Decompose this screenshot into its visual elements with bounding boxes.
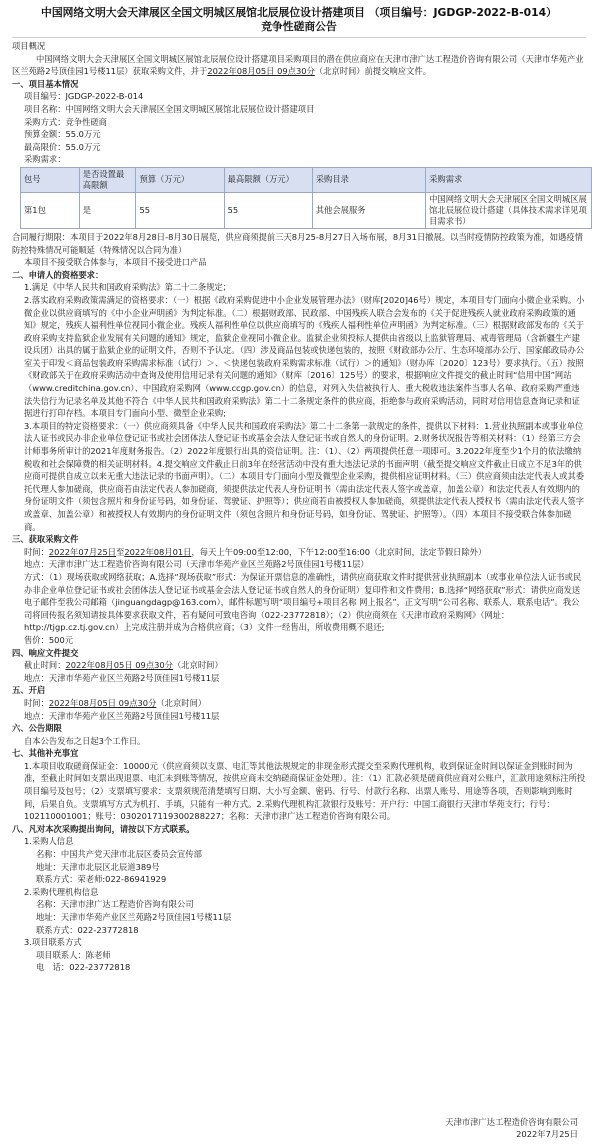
- package-table: [20, 167, 592, 229]
- submission-place: 地点：天津市华苑产业区兰苑路2号顶佳园1号楼11层: [24, 672, 220, 683]
- opening-time-tz: （北京时间）: [156, 697, 207, 708]
- section-3-heading: 三、获取采购文件: [12, 534, 79, 545]
- announcement-title: [12, 6, 586, 34]
- title-divider: [12, 37, 586, 38]
- agency-phone: 联系方式：022-23772818: [36, 924, 139, 935]
- title-line-2: 竞争性磋商公告: [261, 20, 337, 33]
- opening-place: 地点：天津市华苑产业区兰苑路2号顶佳园1号楼11层: [24, 710, 220, 721]
- consortium-note: 本项目不接受联合体参与，本项目不接受进口产品: [24, 257, 207, 268]
- agency-address: 地址：天津市华苑产业区兰苑路2号顶佳园1号楼11层: [36, 912, 232, 922]
- project-number: 项目编号：JGDGP-2022-B-014: [24, 91, 144, 102]
- demand-label: 采购需求：: [24, 154, 66, 165]
- col-header-limit: 最高限额（万元）: [224, 167, 312, 192]
- agency-info-title: 2.采购代理机构信息: [24, 886, 99, 897]
- obtain-to: 至: [116, 546, 125, 557]
- max-price: 最高限价：55.0万元: [24, 141, 101, 152]
- submission-deadline-value: 2022年08月05日 09点30分: [65, 660, 173, 671]
- submission-deadline: [12, 659, 586, 672]
- signature-org: 天津市津广达工程造价咨询有限公司: [445, 1116, 578, 1127]
- section-4-heading: 四、响应文件提交: [12, 647, 79, 658]
- purchaser-phone: 联系方式：荣老师:022-86941929: [36, 874, 167, 885]
- package-table-header: [21, 167, 592, 192]
- section-7-heading: 七、其他补充事宜: [12, 748, 79, 759]
- qualification-2: 2.落实政府采购政策需满足的资格要求：（一）根据《政府采购促进中小企业发展管理办法》（财库[2020]46号）规定，本项目专门面向小微企业采购。小微企业以供应商填写的《中小企业声明函》为判定标准。（二）根据财政部、民政部、中国残疾人联合会发布的《关于促进残疾人就业政府采购政策的通知》规定，残疾人福利性单位视同小微企业。残疾人福利性单位以供应商填写的《残疾人福利性单位声明函》为判定标准。（三）根据财政部发布的《关于政府采购支持监狱企业发展有关问题的通知》规定，监狱企业视同小微企业。监狱企业须投标人提供由省级以上监狱管理局、戒毒管理局（含新疆生产建设兵团）出具的属于监狱企业的证明文件，否则不予认定。（四）涉及商品包装或快递包装的，按照《财政部办公厅、生态环境部办公厅、国家邮政局办公室关于印发＜商品包装政府采购需求标准（试行）＞、＜快递包装政府采购需求标准（试行）＞的通知》（财办库〔2020〕123号）要求执行。（五）按照《财政部关于在政府采购活动中查询及使用信用记录有关问题的通知》（财库〔2016〕125号）的要求，根据响应文件提交的截止时间“信用中国”网站（www.creditchina.gov.cn）、中国政府采购网（www.ccgp.gov.cn）的信息，对列入失信被执行人、重大税收违法案件当事人名单、政府采购严重违法失信行为记录名单及其他不符合《中华人民共和国政府采购法》第二十二条规定条件的供应商，拒绝参与政府采购活动，同时对信用信息查询记录和证据进行打印存档。本项目专门面向小型、微型企业采购;: [24, 294, 585, 419]
- cell-budget: 55: [136, 192, 224, 228]
- table-row: [21, 192, 592, 228]
- purchaser-name: 名称：中国共产党天津市北辰区委员会宣传部: [36, 849, 202, 860]
- section-1-heading: 一、项目基本情况: [12, 78, 79, 89]
- submission-deadline-tz: （北京时间）: [172, 660, 223, 671]
- obtain-place: 地点：天津市津广达工程造价咨询有限公司（天津市华苑产业区兰苑路2号顶佳园1号楼11层）: [24, 559, 369, 570]
- budget-amount: 预算金额：55.0万元: [24, 129, 101, 140]
- section-6-heading: 六、公告期限: [12, 723, 62, 734]
- col-header-package: 包号: [21, 167, 80, 192]
- project-contact-phone: 电 话：022-23772818: [36, 962, 131, 973]
- notice-period: 自本公告发布之日起3个工作日。: [24, 735, 146, 746]
- obtain-time-rest: ，每天上午09:00至12:00，下午12:00至16:00（北京时间，法定节假日除外）: [191, 546, 487, 557]
- signature-date: 2022年7月25日: [516, 1129, 578, 1140]
- col-header-has-limit: 是否设置最高限额: [79, 167, 136, 192]
- project-contact-person: 项目联系人：陈老师: [36, 949, 111, 960]
- col-header-demand: 采购需求: [426, 167, 592, 192]
- section-8-heading: 八、凡对本次采购提出询问，请按以下方式联系。: [12, 823, 195, 834]
- purchaser-info-title: 1.采购人信息: [24, 836, 74, 847]
- title-line-1: 中国网络文明大会天津展区全国文明城区展馆北辰展位设计搭建项目 （项目编号：JGDGP-2022-B-014）: [41, 6, 557, 19]
- cell-has-limit: 是: [79, 192, 136, 228]
- overview-deadline: 2022年08月05日 09点30分: [207, 66, 315, 77]
- obtain-date-end: 2022年08月01日: [124, 546, 192, 557]
- obtain-method: 方式：（1）现场获取或网络获取；A.选择“现场获取”形式：为保证开票信息的准确性，请供应商获取文件时提供营业执照副本（或事业单位法人证书或民办非企业单位登记证书或社会团体法人登记证书或基金会法人登记证书或自然人的身份证明）复印件和文件费用；B.选择“网络获取”形式：请供应商发送电子邮件至我公司邮箱（jinguangdagp@163.com），邮件标题写明“项目编号+项目名称 网上报名”，正文写明“公司名称、联系人、联系电话”。我公司将回传报名须知请按具体要求获取文件，若有疑问可致电咨询（022-23772818）；（2）供应商须在《天津市政府采购网》（网址：http://tjgp.cz.tj.gov.cn）上完成注册并成为合格供应商；（3）文件一经售出，所收费用概不退还;: [24, 571, 582, 633]
- cell-demand: 中国网络文明大会天津展区全国文明城区展馆北辰展位设计搭建（具体技术需求详见项目需求书）: [426, 192, 592, 228]
- overview-text-a: 中国网络文明大会天津展区全国文明城区展馆北辰展位设计搭建项目采购项目的潜在供应商应在天津市津广达工程造价咨询有限公司（天津市华苑产业区兰苑路2号顶佳园1号楼11层）获取采购文件，并于: [12, 53, 584, 77]
- supplementary-text: 1.本项目收取磋商保证金：10000元（供应商须以支票、电汇等其他法规规定的非现金形式提交至采购代理机构，收到保证金时间以保证金到账时间为准，至截止时间如支票出现退票、电汇未到账等情况，按供应商未交纳磋商保证金处理）。注：（1）汇款必须是磋商供应商对公账户，汇款用途须标注所投项目编号及包号；（2）支票填写要求：支票须规范清楚填写日期、大小写金额、密码、行号、付款行名称、出票人账号、用途等各项，否则影响到账时间，后果自负。支票填写方式为机打、手填，只能有一种方式。2.采购代理机构汇款银行及账号：开户行：中国工商银行天津市华苑支行；行号：102110001001；账号：0302017119300288227；名称：天津市津广达工程造价咨询有限公司。: [24, 760, 586, 822]
- submission-deadline-label: 截止时间：: [24, 660, 66, 671]
- qualification-3: 3.本项目的特定资格要求：（一）供应商须具备《中华人民共和国政府采购法》第二十二条第一款规定的条件，提供以下材料：1.营业执照副本或事业单位法人证书或民办非企业单位登记证书或社会团体法人登记证书或基金会法人登记证书或自然人的身份证明。2.财务状况报告等相关材料：（1）经第三方会计师事务所审计的2021年度财务报告。（2）2022年度银行出具的资信证明。注：（1）、（2）两项提供任意一项即可。3.2022年度至少1个月的依法缴纳税收和社会保障费的相关证明材料。4.提交响应文件截止日前3年在经营活动中没有重大违法记录的书面声明（截至提交响应文件截止日成立不足3年的供应商可提供自成立以来无重大违法记录的书面声明）。（二）本项目专门面向小型及微型企业采购，提供相应证明材料。（三）供应商须由法定代表人或其委托代理人参加磋商，供应商若由法定代表人参加磋商，须提供法定代表人身份证明书（需由法定代表人签字或盖章，加盖公章）和法定代表人有效期内的身份证明文件（须包含照片和身份证号码，如身份证、驾驶证、护照等）；供应商若由被授权人参加磋商，须提供法定代表人授权书（需由法定代表人签字或盖章、加盖公章）和被授权人有效期内的身份证明文件（须包含照片和身份证号码，如身份证、驾驶证、护照等）。（四）本项目不接受联合体参加磋商。: [24, 420, 585, 532]
- overview-text: [12, 53, 586, 78]
- col-header-budget: 预算（万元）: [136, 167, 224, 192]
- procurement-method: 采购方式：竞争性磋商: [24, 116, 107, 127]
- document-price: 售价：500元: [24, 634, 74, 645]
- qualification-1: 1.满足《中华人民共和国政府采购法》第二十二条规定；: [24, 282, 232, 293]
- section-2-heading: 二、申请人的资格要求：: [12, 269, 104, 280]
- section-5-heading: 五、开启: [12, 685, 46, 696]
- project-name: 项目名称：中国网络文明大会天津展区全国文明城区展馆北辰展位设计搭建项目: [24, 103, 315, 114]
- cell-limit: 55: [224, 192, 312, 228]
- purchaser-address: 地址：天津市北辰区北辰道389号: [36, 861, 160, 872]
- agency-name: 名称：天津市津广达工程造价咨询有限公司: [36, 899, 194, 910]
- project-contact-title: 3.项目联系方式: [24, 937, 82, 948]
- obtain-time: [12, 546, 586, 559]
- opening-time-value: 2022年08月05日 09点30分: [48, 697, 157, 708]
- obtain-time-label: 时间：: [24, 546, 49, 557]
- col-header-catalog: 采购目录: [312, 167, 425, 192]
- overview-text-b: （北京时间）前提交响应文件。: [314, 66, 431, 77]
- cell-catalog: 其他会展服务: [312, 192, 425, 228]
- cell-package: 第1包: [21, 192, 80, 228]
- opening-time-label: 时间：: [24, 697, 49, 708]
- opening-time: [12, 697, 586, 710]
- obtain-date-start: 2022年07月25日: [48, 546, 117, 557]
- signature-block: [445, 1116, 578, 1141]
- contract-term: 合同履行期限：本项目于2022年8月28日-8月30日展览，供应商须提前三天8月25-8月27日入场布展，8月31日撤展。以当时疫情防控政策为准，如遇疫情防控特殊情况可能顺延（特殊情况以合同为准）: [12, 231, 583, 255]
- overview-heading: 项目概况: [12, 41, 46, 51]
